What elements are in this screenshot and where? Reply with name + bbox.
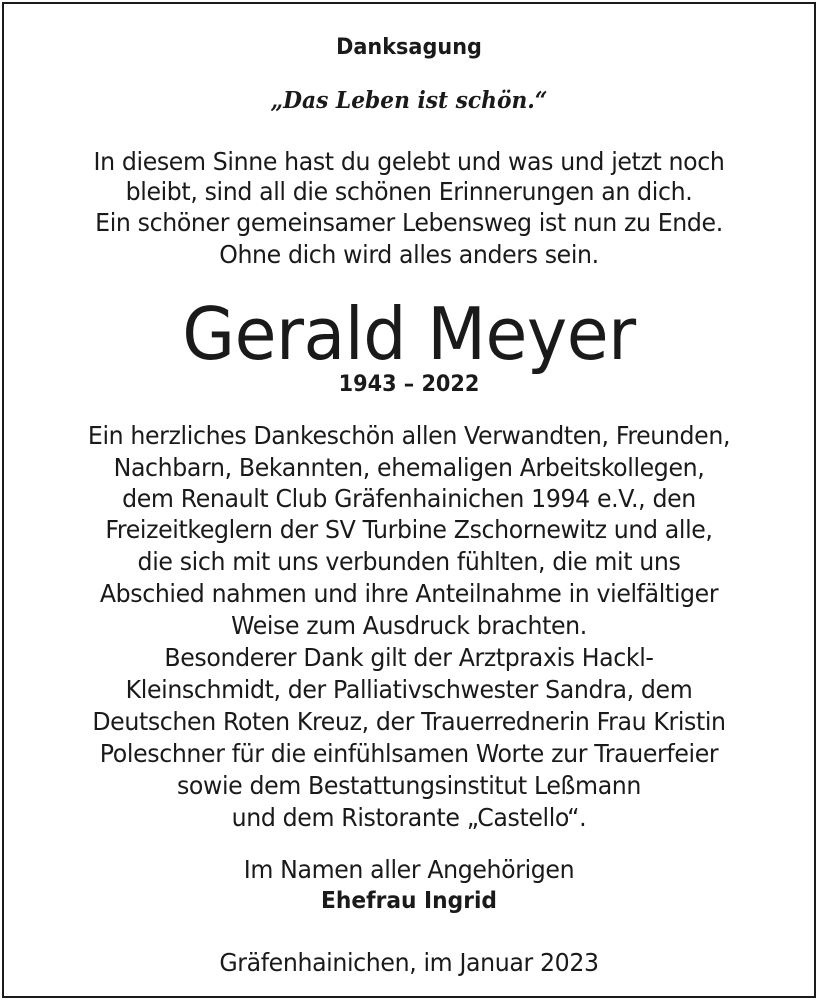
notice-frame	[2, 2, 816, 998]
thanks-line: Besonderer Dank gilt der Arztpraxis Hackl-	[164, 643, 654, 672]
thanks-line: dem Renault Club Gräfenhainichen 1994 e.V., den	[122, 484, 696, 513]
notice-heading: Danksagung	[336, 35, 482, 60]
thanks-line: Weise zum Ausdruck brachten.	[231, 611, 587, 640]
life-years: 1943 – 2022	[338, 372, 480, 397]
thanks-line: Abschied nahmen und ihre Anteilnahme in vielfältiger	[99, 579, 719, 608]
thanks-line: Deutschen Roten Kreuz, der Trauerrednerin Frau Kristin	[92, 707, 726, 736]
thanks-line: Kleinschmidt, der Palliativschwester Sandra, dem	[125, 675, 693, 704]
thanks-line: sowie dem Bestattungsinstitut Leßmann	[176, 771, 642, 800]
thanks-line: Ein herzliches Dankeschön allen Verwandten, Freunden,	[87, 421, 731, 450]
intro-line: Ein schöner gemeinsamer Lebensweg ist nun zu Ende.	[95, 208, 723, 237]
intro-line: In diesem Sinne hast du gelebt und was und jetzt noch	[93, 147, 725, 176]
thanks-line: Poleschner für die einfühlsamen Worte zur Trauerfeier	[99, 739, 719, 768]
signature-intro: Im Namen aller Angehörigen	[243, 855, 575, 884]
deceased-name: Gerald Meyer	[182, 292, 636, 376]
intro-line: bleibt, sind all die schönen Erinnerungen an dich.	[125, 177, 693, 206]
thanks-line: und dem Ristorante „Castello“.	[231, 803, 587, 832]
thanks-line: die sich mit uns verbunden fühlten, die mit uns	[137, 547, 681, 576]
intro-line: Ohne dich wird alles anders sein.	[219, 240, 599, 269]
thanks-line: Nachbarn, Bekannten, ehemaligen Arbeitskollegen,	[113, 453, 705, 482]
signature-name: Ehefrau Ingrid	[321, 888, 497, 914]
thanks-line: Freizeitkeglern der SV Turbine Zschornewitz und alle,	[105, 515, 713, 544]
place-date: Gräfenhainichen, im Januar 2023	[219, 948, 599, 977]
motto-quote: „Das Leben ist schön.“	[270, 87, 548, 114]
